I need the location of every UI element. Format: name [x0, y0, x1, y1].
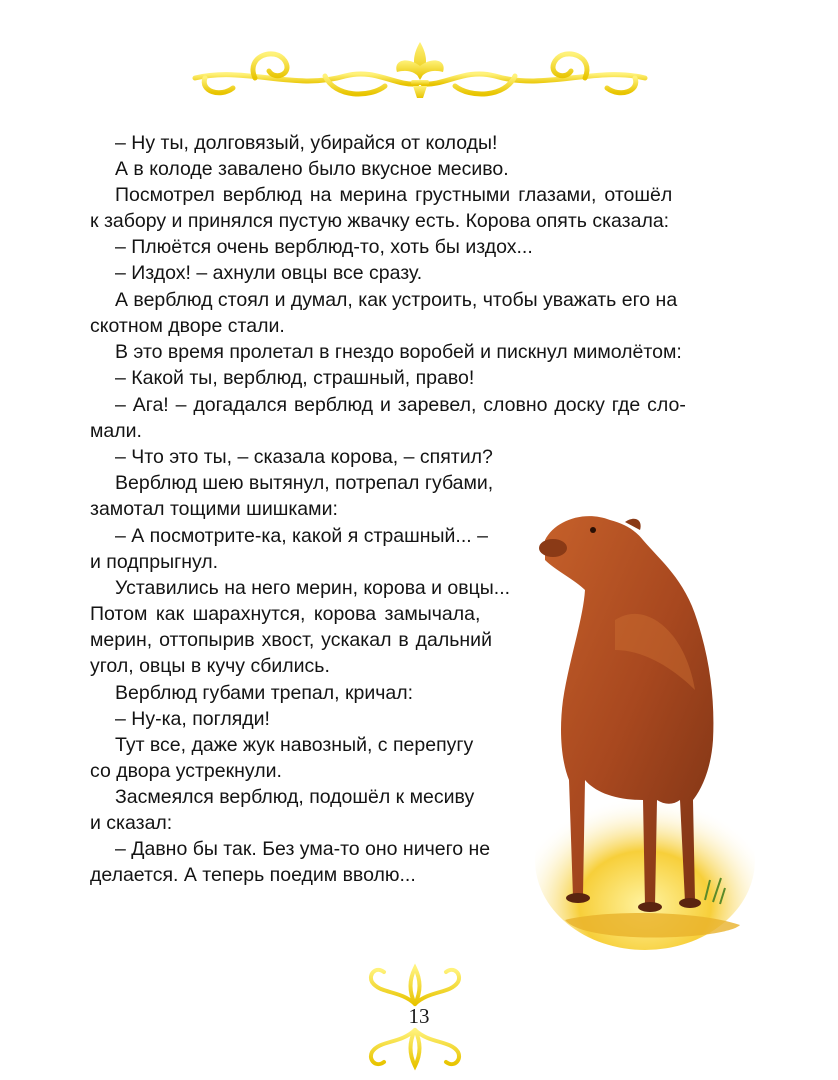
- text-line: угол, овцы в кучу сбились.: [90, 655, 330, 677]
- camel-illustration: [525, 500, 755, 955]
- text-line: мерин, оттопырив хвост, ускакал в дальний: [90, 629, 492, 651]
- text-line: мали.: [90, 420, 142, 442]
- text-line: Посмотрел верблюд на мерина грустными глазами, отошёл: [115, 184, 673, 206]
- text-line: Верблюд губами трепал, кричал:: [115, 682, 414, 704]
- text-line: – А посмотрите-ка, какой я страшный... –: [115, 525, 488, 547]
- text-line: Тут все, даже жук навозный, с перепугу: [115, 734, 474, 756]
- text-line: – Издох! – ахнули овцы все сразу.: [115, 262, 423, 284]
- top-ornament: [185, 36, 655, 106]
- text-line: – Какой ты, верблюд, страшный, право!: [115, 367, 475, 389]
- text-line: – Давно бы так. Без ума-то оно ничего не: [115, 838, 491, 860]
- bottom-ornament-top: [360, 960, 470, 1008]
- text-line: со двора устрекнули.: [90, 760, 282, 782]
- text-line: А в колоде завалено было вкусное месиво.: [115, 158, 509, 180]
- text-line: скотном дворе стали.: [90, 315, 285, 337]
- text-line: Засмеялся верблюд, подошёл к месиву: [115, 786, 475, 808]
- text-line: Уставились на него мерин, корова и овцы...: [115, 577, 511, 599]
- text-line: А верблюд стоял и думал, как устроить, чтобы уважать его на: [115, 289, 678, 311]
- page-number: 13: [408, 1004, 430, 1028]
- text-line: и сказал:: [90, 812, 173, 834]
- text-line: – Что это ты, – сказала корова, – спятил?: [115, 446, 493, 468]
- text-line: В это время пролетал в гнездо воробей и пискнул мимолётом:: [115, 341, 682, 363]
- text-line: делается. А теперь поедим вволю...: [90, 864, 416, 886]
- text-line: – Ага! – догадался верблюд и заревел, словно доску где сло-: [115, 394, 686, 416]
- text-line: – Ну ты, долговязый, убирайся от колоды!: [115, 132, 498, 154]
- text-line: Потом как шарахнутся, корова замычала,: [90, 603, 481, 625]
- text-line: к забору и принялся пустую жвачку есть. Корова опять сказала:: [90, 210, 670, 232]
- text-line: и подпрыгнул.: [90, 551, 219, 573]
- text-line: – Ну-ка, погляди!: [115, 708, 270, 730]
- text-line: – Плюётся очень верблюд-то, хоть бы издох...: [115, 236, 533, 258]
- text-line: замотал тощими шишками:: [90, 498, 338, 520]
- bottom-ornament-bottom: [360, 1026, 470, 1074]
- text-line: Верблюд шею вытянул, потрепал губами,: [115, 472, 494, 494]
